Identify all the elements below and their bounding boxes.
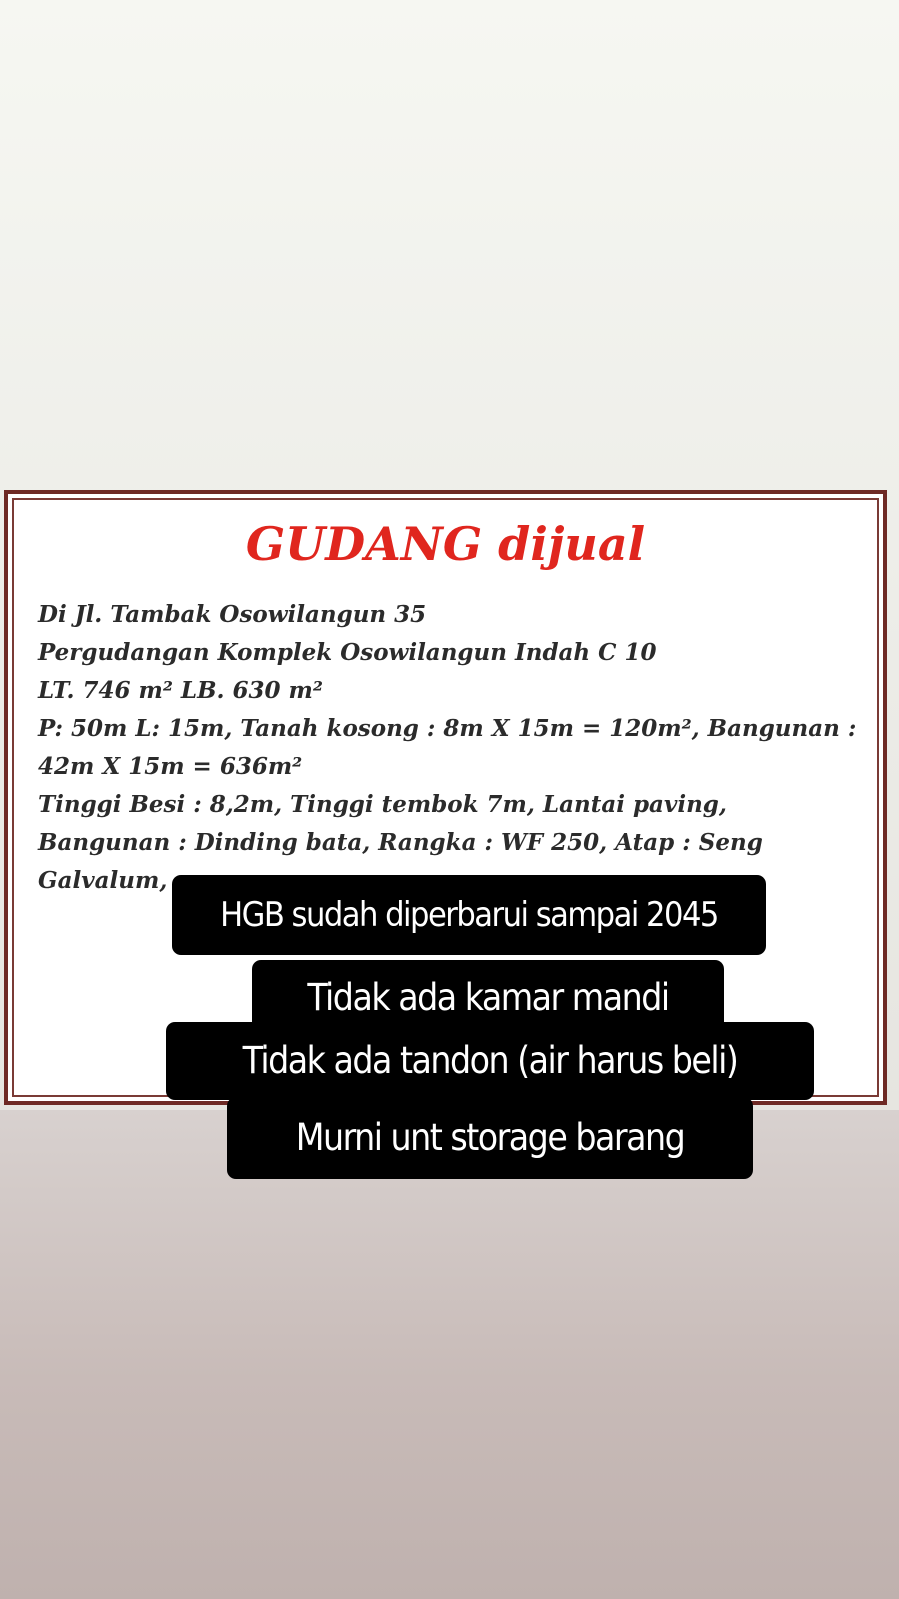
background-bottom bbox=[0, 1110, 899, 1599]
listing-address: Di Jl. Tambak Osowilangun 35 bbox=[38, 601, 427, 628]
hgb-caption: HGB sudah diperbarui sampai 2045 bbox=[172, 875, 766, 955]
listing-dimensions: P: 50m L: 15m, Tanah kosong : 8m X 15m = 120m², Bangunan : bbox=[38, 715, 857, 742]
listing-building-size: 42m X 15m = 636m² bbox=[38, 753, 303, 780]
note-no-bathroom: Tidak ada kamar mandi bbox=[252, 960, 724, 1036]
listing-roof: Galvalum, bbox=[38, 867, 168, 894]
listing-area: LT. 746 m² LB. 630 m² bbox=[38, 677, 323, 704]
listing-height: Tinggi Besi : 8,2m, Tinggi tembok 7m, Lantai paving, bbox=[38, 791, 727, 818]
note-no-water-tank: Tidak ada tandon (air harus beli) bbox=[166, 1022, 814, 1100]
listing-construction: Bangunan : Dinding bata, Rangka : WF 250, Atap : Seng bbox=[38, 829, 763, 856]
listing-title: GUDANG dijual bbox=[245, 517, 646, 571]
listing-details bbox=[38, 596, 868, 900]
listing-complex: Pergudangan Komplek Osowilangun Indah C 10 bbox=[38, 639, 657, 666]
note-storage-only: Murni unt storage barang bbox=[227, 1097, 753, 1179]
